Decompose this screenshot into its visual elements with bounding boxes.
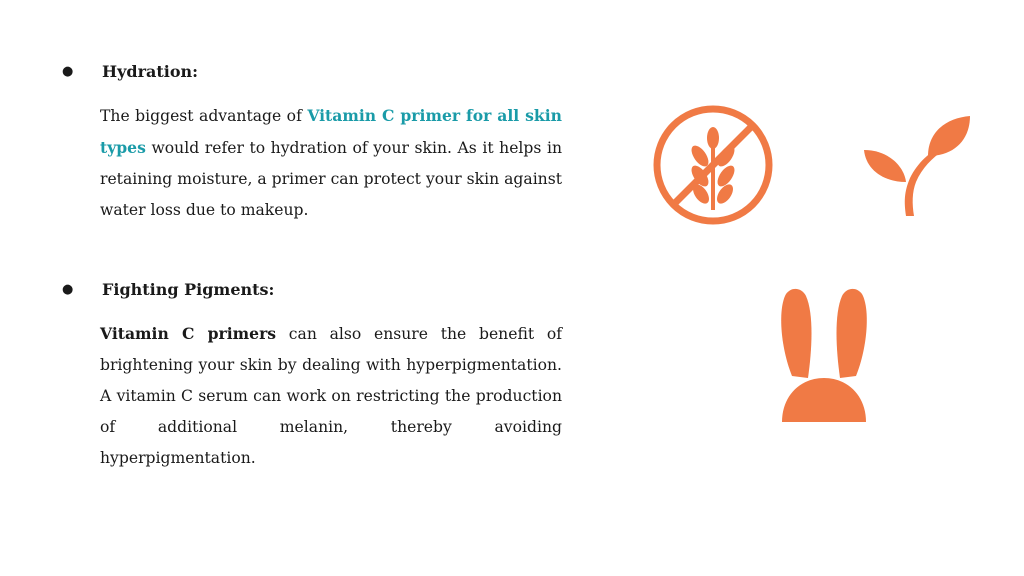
bunny-icon: [774, 286, 874, 422]
para-text: can also ensure the benefit of brightening your skin by dealing with hyperpigmentation. A vitamin C serum can work on restricting the production of additional melanin, thereby avoiding hyperpigmentation.: [100, 325, 562, 467]
heading-row: [60, 276, 570, 304]
vitamin-c-primer-link[interactable]: Vitamin C primer for all skin types: [100, 106, 562, 157]
para-text: The biggest advantage of: [100, 107, 308, 125]
section-paragraph: [100, 100, 562, 226]
para-text: would refer to hydration of your skin. As it helps in retaining moisture, a primer can protect your skin against water loss due to makeup.: [100, 139, 562, 219]
section-hydration: [60, 58, 570, 226]
bullet: ●: [62, 282, 74, 297]
sprout-icon: [858, 112, 972, 218]
section-paragraph: [100, 318, 562, 474]
bullet: ●: [62, 64, 74, 79]
section-heading: Hydration:: [102, 62, 199, 81]
section-heading: Fighting Pigments:: [102, 280, 275, 299]
section-fighting-pigments: [60, 276, 570, 474]
no-gluten-icon: [652, 104, 774, 226]
bold-term: Vitamin C primers: [100, 324, 277, 343]
heading-row: [60, 58, 570, 86]
